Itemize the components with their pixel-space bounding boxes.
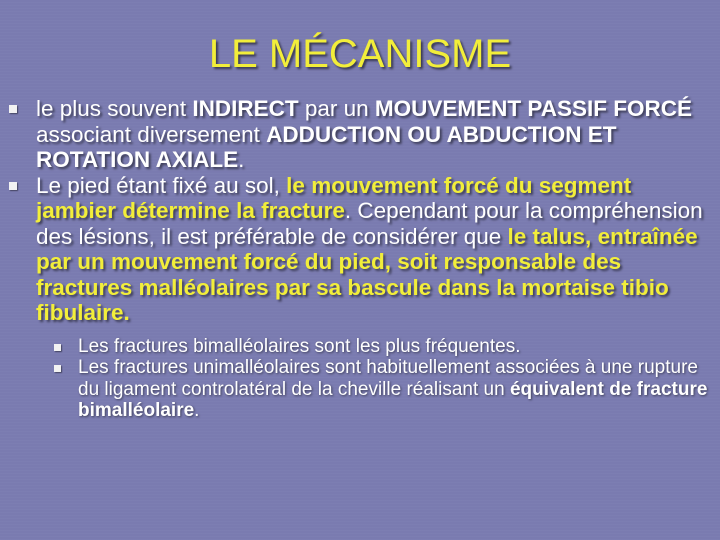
text-run-bold: équivalent de fracture bimalléolaire	[78, 378, 708, 421]
square-bullet-icon	[9, 105, 17, 113]
bullet-list	[0, 96, 720, 422]
text-run-bold: INDIRECT	[192, 96, 299, 121]
square-bullet-icon	[54, 365, 61, 372]
text-run: Les fractures unimalléolaires sont habituellement associées à une rupture du ligament controlatéral de la cheville réalisant un	[78, 357, 698, 400]
text-run-highlight: le mouvement forcé du segment jambier détermine la fracture	[36, 172, 632, 223]
sub-bullet-item	[48, 357, 712, 422]
text-run: .	[194, 400, 200, 421]
text-run: le plus souvent	[36, 96, 193, 121]
text-run: associant diversement	[36, 121, 267, 147]
sub-bullet-item	[48, 336, 712, 358]
bullet-text	[36, 96, 692, 172]
text-run-bold: ADDUCTION OU ABDUCTION ET ROTATION AXIALE	[36, 121, 617, 172]
bullet-item	[0, 96, 720, 173]
sub-bullet-list	[36, 336, 712, 422]
text-run: Le pied étant fixé au sol,	[36, 172, 287, 198]
square-bullet-icon	[54, 344, 61, 351]
slide-title: LE MÉCANISME	[208, 32, 512, 76]
text-run: . Cependant pour la compréhension des lésions, il est préférable de considérer que	[36, 198, 703, 249]
square-bullet-icon	[9, 182, 17, 190]
sub-bullet-text	[78, 357, 707, 421]
text-run-bold: MOUVEMENT PASSIF FORCÉ	[374, 96, 693, 121]
text-run: .	[238, 147, 245, 172]
sub-bullet-text: Les fractures bimalléolaires sont les plus fréquentes.	[78, 335, 521, 357]
bullet-item	[0, 173, 720, 422]
text-run: par un	[298, 96, 375, 121]
text-run-highlight: le talus, entraînée par un mouvement forcé du pied, soit responsable des fractures malléolaires par sa bascule dans la mortaise tibio fibulaire.	[36, 223, 698, 325]
bullet-text	[36, 173, 703, 326]
